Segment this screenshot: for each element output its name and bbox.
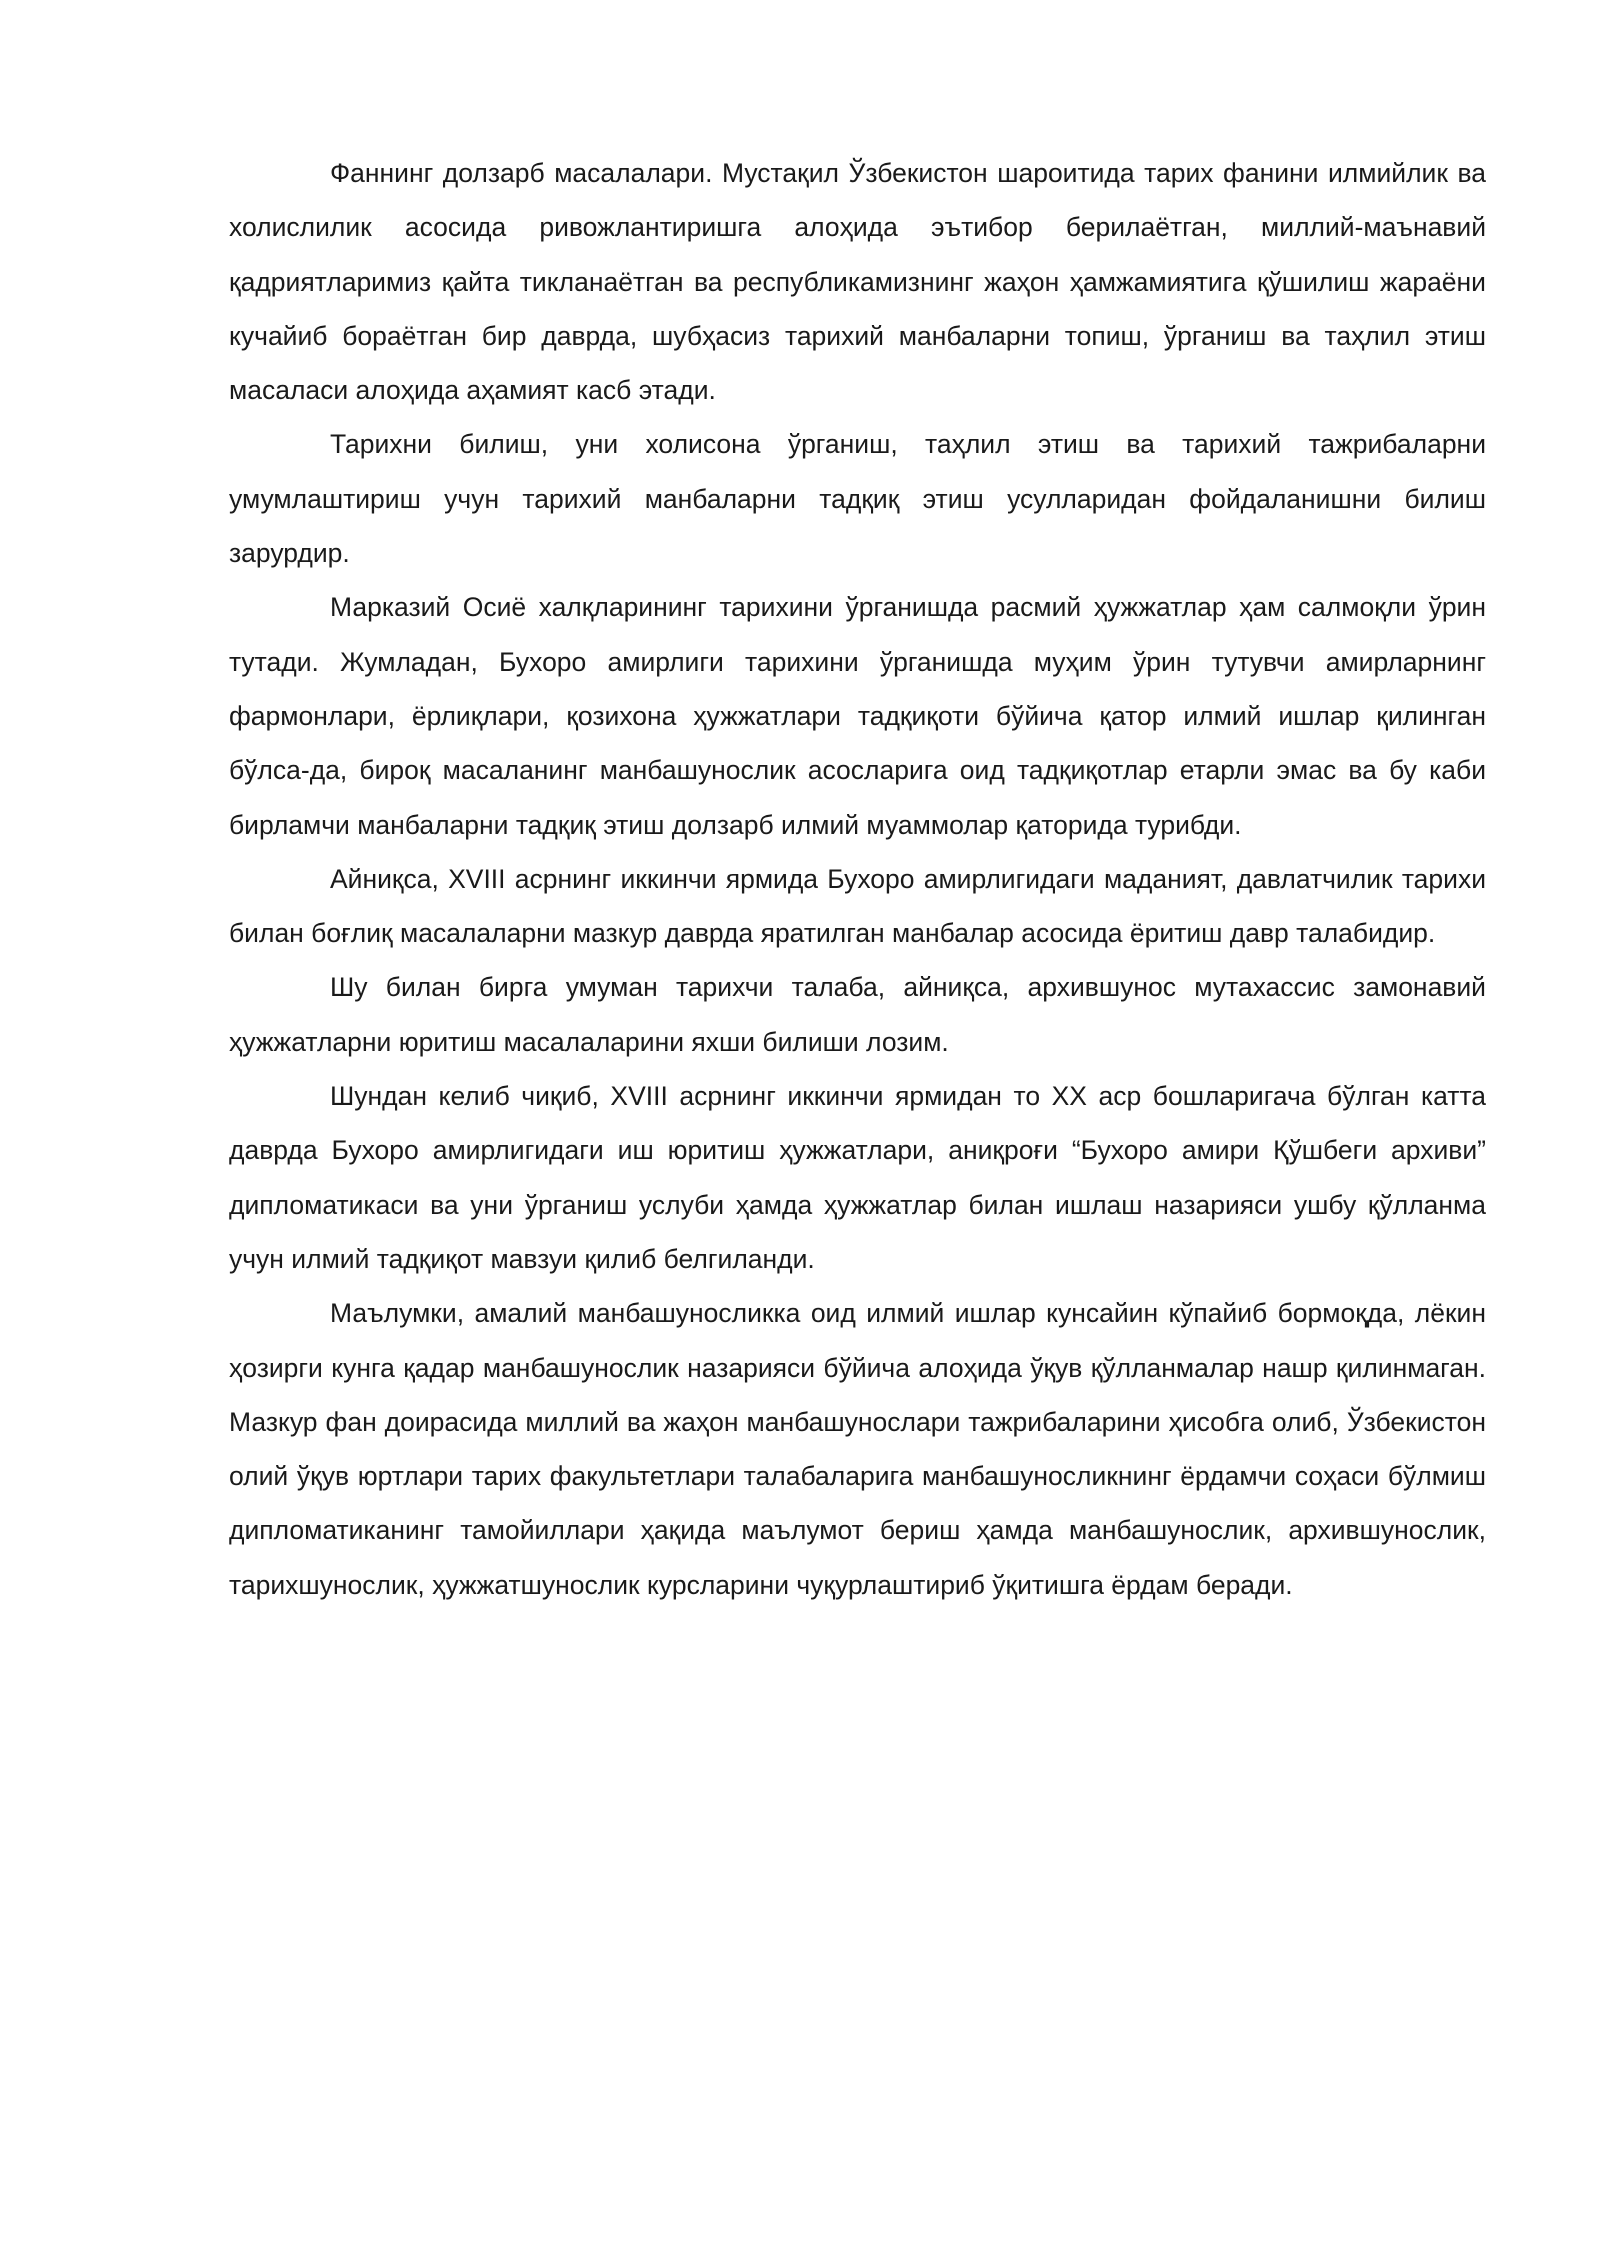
paragraph: Марказий Осиё халқларининг тарихини ўрганишда расмий ҳужжатлар ҳам салмоқли ўрин тутади. Жумладан, Бухоро амирлиги тарихини ўрганишда муҳим ўрин тутувчи амирларнинг фармонлари, ёрлиқлари, қозихона ҳужжатлари тадқиқоти бўйича қатор илмий ишлар қилинган бўлса-да, бироқ масаланинг манбашунослик асосларига оид тадқиқотлар етарли эмас ва бу каби бирламчи манбаларни тадқиқ этиш долзарб илмий муаммолар қаторида турибди. <box>229 592 1486 840</box>
paragraph: Шундан келиб чиқиб, XVIII асрнинг иккинчи ярмидан то XX аср бошларигача бўлган катта даврда Бухоро амирлигидаги иш юритиш ҳужжатлари, аниқроғи “Бухоро амири Қўшбеги архиви” дипломатикаси ва уни ўрганиш услуби ҳамда ҳужжатлар билан ишлаш назарияси ушбу қўлланма учун илмий тадқиқот мавзуи қилиб белгиланди. <box>229 1081 1486 1274</box>
paragraph: Айниқса, XVIII асрнинг иккинчи ярмида Бухоро амирлигидаги маданият, давлатчилик тарихи билан боғлиқ масалаларни мазкур даврда яратилган манбалар асосида ёритиш давр талабидир. <box>229 863 1486 949</box>
paragraph: Фаннинг долзарб масалалари. Мустақил Ўзбекистон шароитида тарих фанини илмийлик ва холислилик асосида ривожлантиришга алоҳида эътибор берилаётган, миллий-маънавий қадриятларимиз қайта тикланаётган ва республикамизнинг жаҳон ҳамжамиятига қўшилиш жараёни кучайиб бораётган бир даврда, шубҳасиз тарихий манбаларни топиш, ўрганиш ва таҳлил этиш масаласи алоҳида аҳамият касб этади. <box>229 158 1486 406</box>
paragraph: Шу билан бирга умуман тарихчи талаба, айниқса, архившунос мутахассис замонавий ҳужжатларни юритиш масалаларини яхши билиши лозим. <box>229 972 1486 1057</box>
document-body <box>229 146 1486 1612</box>
paragraph: Тарихни билиш, уни холисона ўрганиш, таҳлил этиш ва тарихий тажрибаларни умумлаштириш учун тарихий манбаларни тадқиқ этиш усулларидан фойдаланишни билиш зарурдир. <box>229 429 1486 569</box>
paragraph: Маълумки, амалий манбашуносликка оид илмий ишлар кунсайин кўпайиб бормоқда, лёкин ҳозирги кунга қадар манбашунослик назарияси бўйича алоҳида ўқув қўлланмалар нашр қилинмаган. Мазкур фан доирасида миллий ва жаҳон манбашунослари тажрибаларини ҳисобга олиб, Ўзбекистон олий ўқув юртлари тарих факультетлари талабаларига манбашуносликнинг ёрдамчи соҳаси бўлмиш дипломатиканинг тамойиллари ҳақида маълумот бериш ҳамда манбашунослик, архившунослик, тарихшунослик, ҳужжатшунослик курсларини чуқурлаштириб ўқитишга ёрдам беради. <box>229 1298 1486 1600</box>
